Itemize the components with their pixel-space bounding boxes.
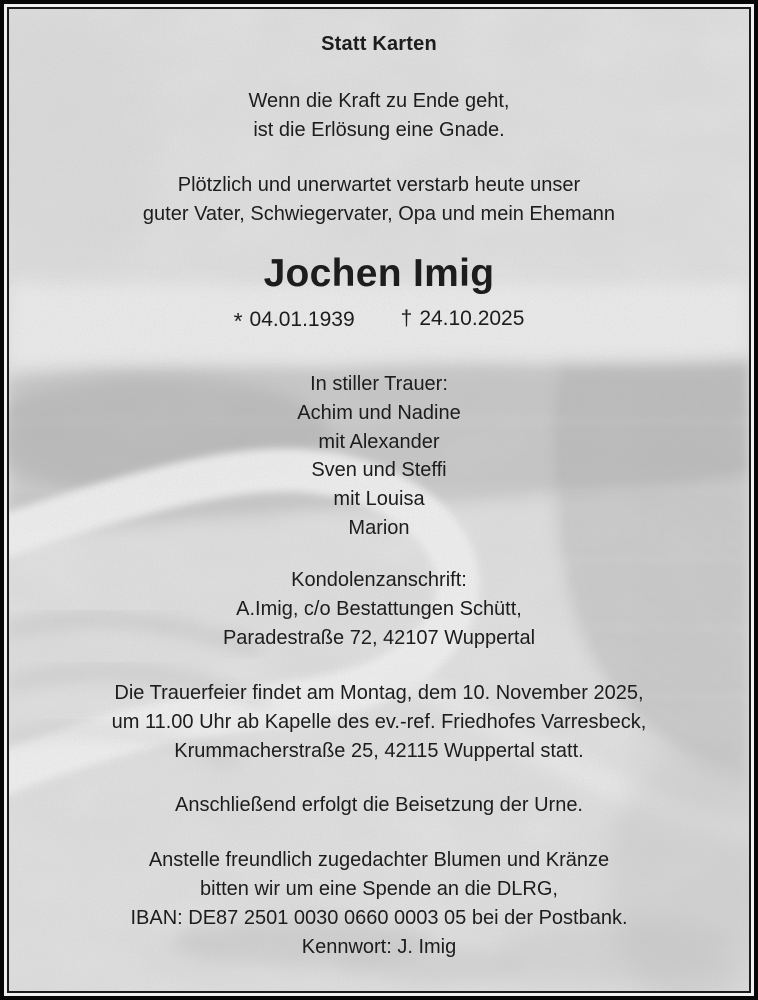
- mourner-name: Marion: [348, 516, 410, 539]
- mourners-heading: In stiller Trauer:: [310, 373, 448, 395]
- funeral-service-info: [9, 679, 749, 766]
- birth-date: [234, 304, 355, 334]
- birth-date-text: 04.01.1939: [249, 308, 355, 331]
- death-dagger-symbol: †: [400, 307, 413, 330]
- condolence-address-line: A.Imig, c/o Bestattungen Schütt,: [236, 597, 522, 620]
- birth-asterisk-symbol: *: [233, 308, 243, 334]
- announcement-intro: [9, 171, 749, 229]
- mourning-frame-gap: [4, 4, 754, 996]
- memorial-verse: [9, 87, 749, 145]
- donation-keyword-line: Kennwort: J. Imig: [301, 935, 457, 958]
- life-dates: [9, 304, 749, 334]
- donation-request-section: [9, 846, 749, 962]
- obituary-content: [9, 9, 749, 962]
- donation-line-1: Anstelle freundlich zugedachter Blumen und Kränze: [148, 848, 610, 871]
- burial-line: Anschließend erfolgt die Beisetzung der Urne.: [174, 793, 583, 816]
- service-line-2: um 11.00 Uhr ab Kapelle des ev.-ref. Friedhofes Varresbeck,: [111, 710, 647, 733]
- service-line-3: Krummacherstraße 25, 42115 Wuppertal statt.: [174, 739, 584, 762]
- death-date-text: 24.10.2025: [419, 307, 525, 330]
- condolence-address-line: Paradestraße 72, 42107 Wuppertal: [222, 626, 536, 649]
- preheader: Statt Karten: [321, 33, 437, 55]
- verse-line-1: Wenn die Kraft zu Ende geht,: [248, 90, 510, 112]
- deceased-name: Jochen Imig: [263, 252, 495, 295]
- mourner-name: mit Louisa: [333, 488, 425, 511]
- condolence-address-section: [9, 566, 749, 653]
- urn-burial-info: [9, 791, 749, 820]
- intro-line-2: guter Vater, Schwiegervater, Opa und mein Ehemann: [142, 203, 616, 225]
- donation-line-2: bitten wir um eine Spende an die DLRG,: [200, 877, 558, 900]
- mourner-name: Achim und Nadine: [297, 401, 461, 424]
- condolence-heading: Kondolenzanschrift:: [291, 568, 467, 591]
- mourner-name: Sven und Steffi: [311, 459, 447, 482]
- death-date: [401, 304, 525, 334]
- mourners-section: [9, 370, 749, 543]
- service-line-1: Die Trauerfeier findet am Montag, dem 10. November 2025,: [114, 681, 644, 704]
- donation-iban-line: IBAN: DE87 2501 0030 0660 0003 05 bei der Postbank.: [130, 906, 628, 929]
- verse-line-2: ist die Erlösung eine Gnade.: [253, 119, 505, 141]
- obituary-page: [7, 7, 751, 993]
- mourner-name: mit Alexander: [318, 430, 440, 453]
- intro-line-1: Plötzlich und unerwartet verstarb heute unser: [177, 174, 581, 196]
